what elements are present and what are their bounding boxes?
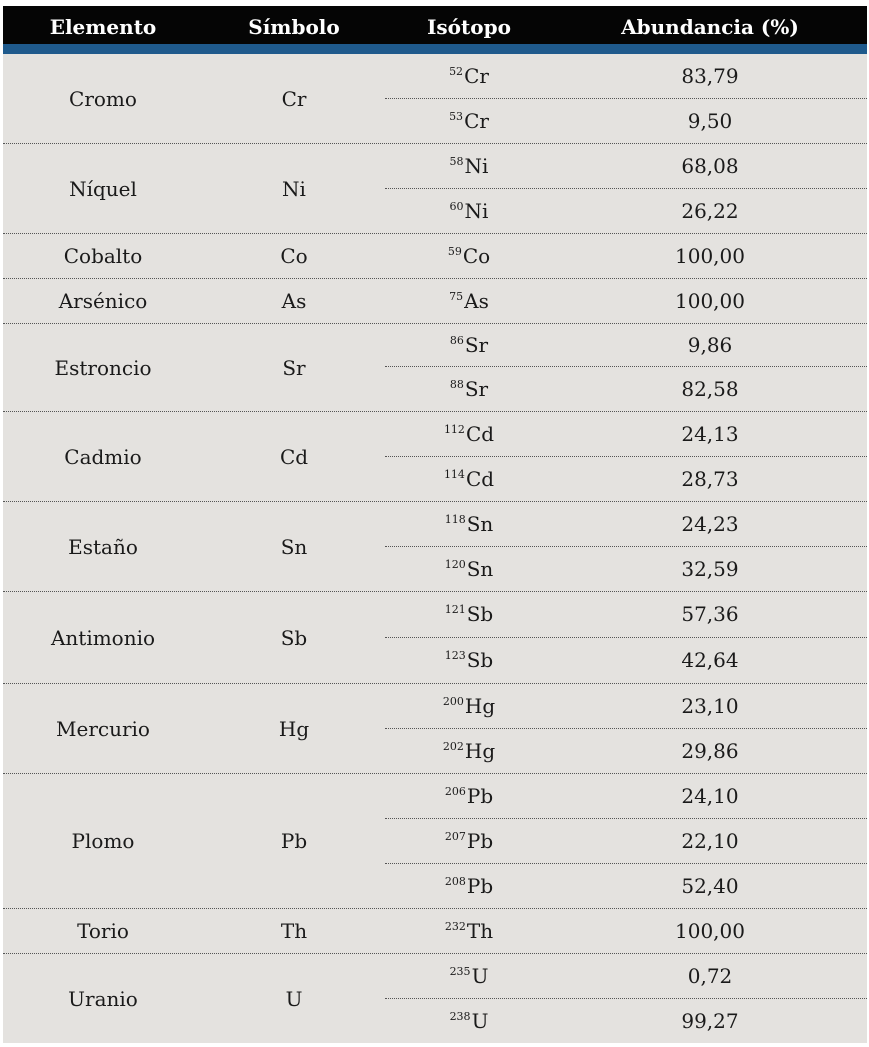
isotope-row	[385, 366, 867, 411]
mass-number: 112	[443, 423, 465, 436]
isotope-cell	[385, 547, 553, 591]
mass-number: 200	[442, 695, 464, 708]
isotope-cell	[385, 819, 553, 863]
isotope-symbol: Cr	[464, 109, 489, 133]
abundance-cell: 68,08	[681, 154, 739, 178]
header-isotope: Isótopo	[427, 15, 511, 39]
isotope-rows	[385, 774, 867, 908]
isotope-row	[385, 592, 867, 637]
isotope-symbol: Sb	[466, 648, 494, 672]
isotope-symbol: Cd	[465, 467, 495, 491]
isotope-row	[385, 456, 867, 501]
mass-number: 118	[444, 513, 466, 526]
isotope-symbol: Hg	[464, 739, 496, 763]
element-symbol-cell: Co	[280, 244, 308, 268]
element-symbol-cell: Sb	[280, 625, 308, 650]
isotope-row	[385, 684, 867, 728]
element-group	[3, 278, 867, 323]
abundance-cell: 82,58	[681, 377, 739, 401]
isotope-symbol: Th	[466, 919, 494, 943]
abundance-cell: 57,36	[681, 602, 739, 626]
mass-number: 58	[449, 155, 464, 168]
isotope-cell	[385, 502, 553, 546]
mass-number: 120	[444, 558, 466, 571]
element-group	[3, 143, 867, 233]
header-accent-rule	[3, 44, 867, 54]
isotope-cell	[385, 864, 553, 908]
isotope-symbol: Pb	[466, 829, 494, 853]
mass-number: 123	[444, 649, 466, 662]
abundance-cell: 23,10	[681, 694, 739, 718]
element-name-cell: Cromo	[69, 86, 137, 111]
isotope-row	[385, 412, 867, 456]
element-symbol-cell: Sr	[282, 355, 306, 380]
mass-number: 75	[449, 290, 464, 303]
mass-number: 86	[449, 334, 464, 347]
isotope-cell	[385, 774, 553, 818]
element-group	[3, 411, 867, 501]
element-name-cell: Estaño	[68, 534, 138, 559]
abundance-cell: 0,72	[687, 964, 733, 988]
isotope-row	[385, 818, 867, 863]
mass-number: 207	[444, 830, 466, 843]
isotope-row	[385, 98, 867, 143]
abundance-cell: 32,59	[681, 557, 739, 581]
abundance-cell: 52,40	[681, 874, 739, 898]
element-symbol-cell: Sn	[280, 534, 308, 559]
isotope-row	[385, 863, 867, 908]
isotope-row	[385, 728, 867, 773]
element-symbol-cell: Cr	[281, 86, 307, 111]
isotope-row	[385, 324, 867, 366]
element-group	[3, 591, 867, 683]
mass-number: 206	[444, 785, 466, 798]
element-group	[3, 908, 867, 953]
isotope-symbol: U	[471, 1009, 489, 1033]
isotope-symbol: Ni	[464, 154, 489, 178]
element-symbol-cell: As	[281, 289, 307, 313]
element-group	[3, 953, 867, 1043]
isotope-symbol: Sb	[466, 602, 494, 626]
element-name-cell: Torio	[77, 919, 129, 943]
element-name-cell: Estroncio	[54, 355, 152, 380]
isotope-cell	[385, 99, 553, 143]
isotope-rows	[385, 412, 867, 501]
isotope-symbol: Pb	[466, 784, 494, 808]
isotope-rows	[385, 592, 867, 683]
abundance-cell: 42,64	[681, 648, 739, 672]
isotope-row	[385, 234, 867, 278]
isotope-cell	[385, 367, 553, 411]
mass-number: 60	[449, 200, 464, 213]
isotope-row	[385, 144, 867, 188]
isotope-rows	[385, 909, 867, 953]
mass-number: 235	[449, 965, 471, 978]
element-group	[3, 501, 867, 591]
isotope-rows	[385, 684, 867, 773]
isotope-rows	[385, 279, 867, 323]
isotope-symbol: Hg	[464, 694, 496, 718]
abundance-cell: 99,27	[681, 1009, 739, 1033]
isotope-symbol: Pb	[466, 874, 494, 898]
isotope-cell	[385, 412, 553, 456]
abundance-cell: 9,50	[687, 109, 733, 133]
abundance-cell: 24,13	[681, 422, 739, 446]
abundance-cell: 28,73	[681, 467, 739, 491]
mass-number: 232	[444, 920, 466, 933]
isotope-cell	[385, 457, 553, 501]
abundance-cell: 83,79	[681, 64, 739, 88]
element-name-cell: Mercurio	[56, 716, 150, 741]
element-symbol-cell: Ni	[282, 176, 306, 201]
isotope-row	[385, 279, 867, 323]
isotope-rows	[385, 502, 867, 591]
element-group	[3, 233, 867, 278]
isotope-row	[385, 909, 867, 953]
element-name-cell: Arsénico	[58, 289, 148, 313]
isotope-cell	[385, 638, 553, 683]
isotope-row	[385, 546, 867, 591]
element-symbol-cell: Th	[280, 919, 308, 943]
isotope-row	[385, 954, 867, 998]
isotope-cell	[385, 189, 553, 233]
abundance-cell: 24,23	[681, 512, 739, 536]
isotope-cell	[385, 234, 553, 278]
isotope-symbol: Sn	[466, 557, 494, 581]
isotope-symbol: Cr	[464, 64, 489, 88]
isotope-row	[385, 54, 867, 98]
abundance-cell: 9,86	[687, 333, 733, 357]
mass-number: 202	[442, 740, 464, 753]
element-name-cell: Plomo	[71, 829, 135, 853]
isotope-symbol: As	[464, 289, 489, 313]
element-name-cell: Níquel	[69, 176, 137, 201]
element-name-cell: Cobalto	[63, 244, 143, 268]
isotope-symbol: Sr	[464, 333, 489, 357]
isotope-symbol: Sn	[466, 512, 494, 536]
isotope-cell	[385, 279, 553, 323]
isotope-rows	[385, 54, 867, 143]
isotope-cell	[385, 684, 553, 728]
isotope-cell	[385, 909, 553, 953]
mass-number: 52	[449, 65, 464, 78]
isotope-cell	[385, 324, 553, 366]
table-header	[3, 6, 867, 44]
isotope-symbol: Co	[462, 244, 491, 268]
isotope-rows	[385, 234, 867, 278]
isotope-rows	[385, 954, 867, 1043]
isotope-symbol: Cd	[465, 422, 495, 446]
isotope-cell	[385, 144, 553, 188]
isotope-row	[385, 502, 867, 546]
element-group	[3, 683, 867, 773]
isotope-cell	[385, 954, 553, 998]
element-group	[3, 323, 867, 411]
element-symbol-cell: Cd	[279, 444, 309, 469]
isotope-rows	[385, 324, 867, 411]
isotope-row	[385, 637, 867, 683]
isotope-cell	[385, 729, 553, 773]
isotope-cell	[385, 54, 553, 98]
abundance-cell: 100,00	[675, 919, 745, 943]
mass-number: 121	[444, 603, 466, 616]
mass-number: 114	[443, 468, 465, 481]
abundance-cell: 29,86	[681, 739, 739, 763]
isotope-cell	[385, 999, 553, 1043]
isotope-abundance-table	[3, 6, 867, 1043]
element-group	[3, 54, 867, 143]
abundance-cell: 24,10	[681, 784, 739, 808]
mass-number: 208	[444, 875, 466, 888]
element-symbol-cell: U	[285, 986, 303, 1011]
table-body	[3, 54, 867, 1043]
header-abundance: Abundancia (%)	[621, 15, 799, 39]
mass-number: 88	[449, 378, 464, 391]
isotope-symbol: Ni	[464, 199, 489, 223]
header-element: Elemento	[49, 15, 157, 39]
mass-number: 59	[447, 245, 462, 258]
element-name-cell: Antimonio	[50, 625, 156, 650]
element-group	[3, 773, 867, 908]
mass-number: 53	[449, 110, 464, 123]
abundance-cell: 22,10	[681, 829, 739, 853]
isotope-rows	[385, 144, 867, 233]
isotope-row	[385, 998, 867, 1043]
header-symbol: Símbolo	[248, 15, 340, 39]
mass-number: 238	[449, 1010, 471, 1023]
element-name-cell: Cadmio	[64, 444, 142, 469]
element-symbol-cell: Hg	[278, 716, 310, 741]
isotope-row	[385, 774, 867, 818]
abundance-cell: 26,22	[681, 199, 739, 223]
isotope-symbol: U	[471, 964, 489, 988]
isotope-symbol: Sr	[464, 377, 489, 401]
element-name-cell: Uranio	[68, 986, 138, 1011]
abundance-cell: 100,00	[675, 289, 745, 313]
isotope-row	[385, 188, 867, 233]
element-symbol-cell: Pb	[280, 829, 308, 853]
abundance-cell: 100,00	[675, 244, 745, 268]
isotope-cell	[385, 592, 553, 637]
